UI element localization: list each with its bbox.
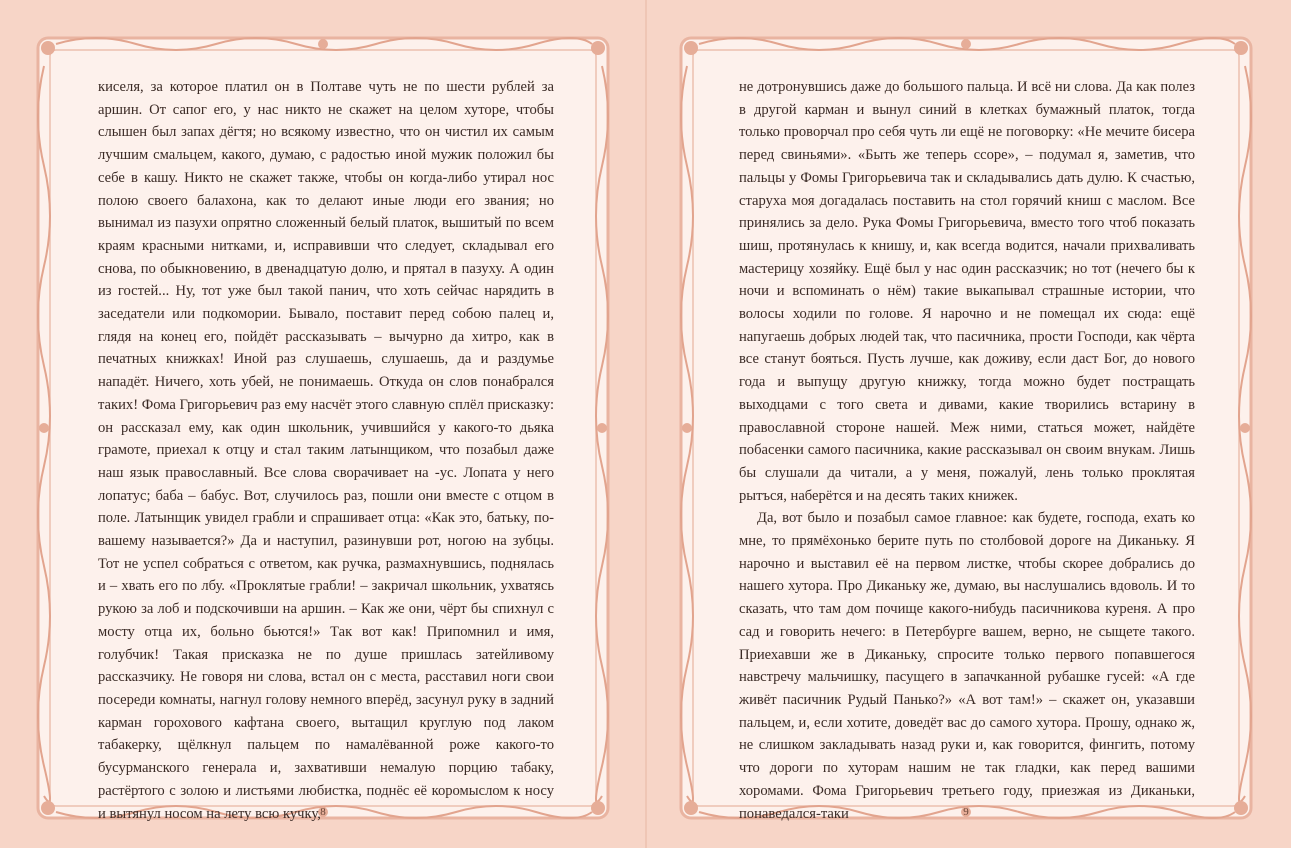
paragraph: не дотронувшись даже до большого пальца. И всё ни слова. Да как полез в другой карман и вынул синий в клетках бумажный платок, тогда только проворчал про себя чуть ли ещё не поговорку: «Не мечите бисера перед свиньями». «Быть же теперь ссоре», – подумал я, заметив, что пальцы у Фомы Григорьевича так и складывались дать дулю. К счастью, старуха моя догадалась поставить на стол горячий книш с маслом. Все принялись за дело. Рука Фомы Григорьевича, вместо того чтоб показать шиш, протянулась к книшу, и, как всегда водится, начали прихваливать мастерицу хозяйку. Ещё был у нас один рассказчик; но тот (нечего бы к ночи и вспоминать о нём) такие выкапывал страшные истории, что волосы ходили по голове. Я нарочно и не помещал их сюда: ещё напугаешь добрых людей так, что пасичника, прости Господи, как чёрта все станут бояться. Пусть лучше, как доживу, если даст Бог, до нового года и выпущу другую книжку, тогда можно будет постращать выходцами с того света и дивами, какие творились встарину в православной стороне нашей. Меж ними, статься может, найдёте побасенки самого пасичника, какие рассказывал он своим внукам. Лишь бы слушали да читали, а у меня, пожалуй, лень только проклятая рытъся, наберётся и на десять таких книжек. xyxy=(739,79,1195,504)
paragraph: Да, вот было и позабыл самое главное: как будете, господа, ехать ко мне, то прямёхонько берите путь по столбовой дороге на Диканьку. Я нарочно и выставил её на первом листке, чтобы скорее добрались до нашего хутора. Про Диканьку же, думаю, вы наслушались вдоволь. И то сказать, что там дом почище какого-нибудь пасичникова куреня. А про сад и говорить нечего: в Петербурге вашем, верно, не сыщете такого. Приехавши же в Диканьку, спросите только первого попавшегося навстречу мальчишку, пасущего в запачканной рубашке гусей: «А где живёт пасичник Рудый Панько?» «А вот там!» – скажет он, указавши пальцем, и, если хотите, доведёт вас до самого хутора. Прошу, однако ж, не слишком закладывать назад руки и, как говорится, фингить, потому что дороги по хуторам нашим не так гладки, как перед вашими хоромами. Фома Григорьевич третьего году, приезжая из Диканьки, понаведался-таки xyxy=(739,510,1195,822)
left-page xyxy=(0,0,645,848)
page-text xyxy=(98,76,554,822)
page-number: 8 xyxy=(320,806,326,818)
ornamental-frame xyxy=(679,36,1253,820)
page-text xyxy=(739,76,1195,822)
ornamental-frame xyxy=(36,36,610,820)
right-page xyxy=(647,0,1291,848)
page-number: 9 xyxy=(963,806,969,818)
paragraph: киселя, за которое платил он в Полтаве чуть не по шести рублей за аршин. От сапог его, у нас никто не скажет на целом хуторе, чтобы слышен был запах дёгтя; но всякому известно, что он чистил их самым лучшим смальцем, какого, думаю, с радостью иной мужик положил бы себе в кашу. Никто не скажет также, чтобы он когда-либо утирал нос полою своего балахона, как то делают иные люди его звания; но вынимал из пазухи опрятно сложенный белый платок, вышитый по всем краям красными нитками, и, исправивши что следует, складывал его снова, по обыкновению, в двенадцатую долю, и прятал в пазуху. А один из гостей... Ну, тот уже был такой панич, что хоть сейчас нарядить в заседатели или подкомории. Бывало, поставит перед собою палец и, глядя на конец его, пойдёт рассказывать – вычурно да хитро, как в печатных книжках! Иной раз слушаешь, слушаешь, да и раздумье нападёт. Ничего, хоть убей, не понимаешь. Откуда он слов понабрался таких! Фома Григорьевич раз ему насчёт этого славную сплёл присказку: он рассказал ему, как один школьник, учившийся у какого-то дьяка грамоте, приехал к отцу и стал таким латынщиком, что позабыл даже наш язык православный. Все слова сворачивает на -ус. Лопата у него лопатус; баба – бабус. Вот, случилось раз, пошли они вместе с отцом в поле. Латынщик увидел грабли и спрашивает отца: «Как это, батьку, по-вашему называется?» Да и наступил, разинувши рот, ногою на зубцы. Тот не успел собраться с ответом, как ручка, размахнувшись, поднялась и – хвать его по лбу. «Проклятые грабли! – закричал школьник, ухватясь рукою за лоб и подскочивши на аршин. – Как же они, чёрт бы спихнул с мосту отца их, больно бьются!» Так вот как! Припомнил и имя, голубчик! Такая присказка не по душе пришлась затейливому рассказчику. Не говоря ни слова, встал он с места, расставил ноги свои посереди комнаты, нагнул голову немного вперёд, засунул руку в задний карман горохового кафтана своего, вытащил круглую под лаком табакерку, щёлкнул пальцем по намалёванной роже какого-то бусурманского генерала и, захвативши немалую порцию табаку, растёртого с золою и листьями любистка, поднёс её коромыслом к носу и вытянул носом на лету всю кучку, xyxy=(98,79,554,822)
